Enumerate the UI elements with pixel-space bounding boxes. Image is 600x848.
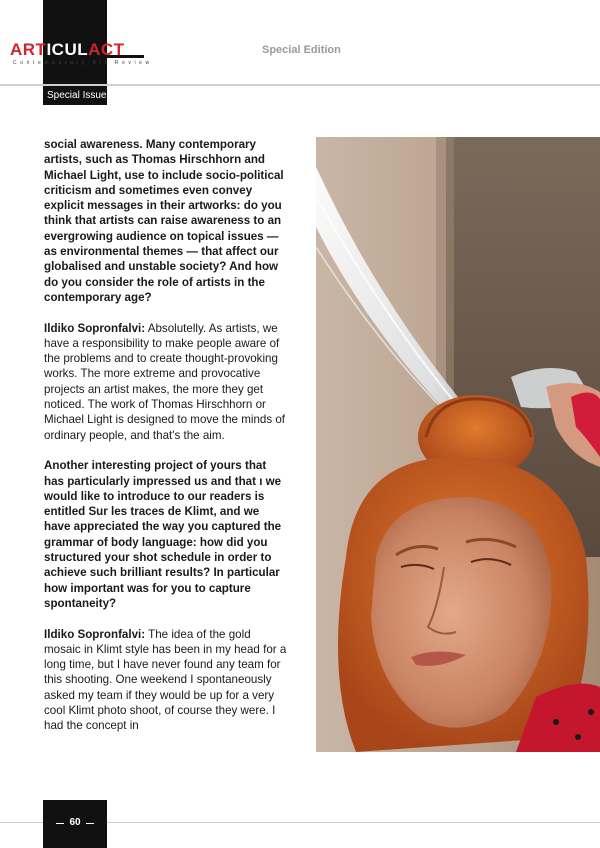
woman-water-photo [316,137,600,752]
header-divider [0,84,600,86]
speaker-name: Ildiko Sopronfalvi: [44,627,146,641]
answer-text: The idea of the gold mosaic in Klimt style has been in my head for a long time, but I have never found any team for this shooting. One weekend I spontaneously asked my team if they would be up for a very cool Klimt photo shoot, of course they were. I had the concept in [44,627,287,733]
logo-wordmark [10,40,156,58]
logo-part-3: ACT [88,40,125,59]
question-paragraph: Another interesting project of yours that has particularly impressed us and that ı we would like to introduce to our readers is entitled Sur les traces de Klimt, and we have appreciated the way you captured the grammar of body language: how did you structured your shot schedule in order to achieve such brilliant results? In particular how important was for you to capture spontaneity? [44,459,282,610]
answer-paragraph [44,321,288,443]
photo-illustration [316,137,600,752]
logo-part-2: ICUL [46,40,89,59]
article-column [44,137,288,749]
speaker-name: Ildiko Sopronfalvi: [44,321,146,335]
answer-text: Absolutelly. As artists, we have a responsibility to make people aware of the problems and to create thought-provoking works. The more extreme and provocative projects an artist makes, the more they get noticed. The work of Thomas Hirschhorn or Michael Light is designed to move the minds of ordinary people, and that's the aim. [44,321,286,442]
answer-paragraph [44,627,288,734]
question-paragraph: social awareness. Many contemporary artists, such as Thomas Hirschhorn and Michael Light, use to include socio-political criticism and sometimes even convey explicit messages in their artworks: do you think that artists can raise awareness to an evergrowing audience on topical issues — as environmental themes — that affect our globalised and unstable society? And how do you consider the role of artists in the contemporary age? [44,138,284,304]
articulaction-logo [10,40,157,66]
page-number-tab [43,800,107,848]
logo-part-4: ION [124,40,157,59]
logo-tagline: Contemporary Art Review [13,60,153,66]
page-number: 60 [69,817,81,828]
logo-part-1: ART [10,40,47,59]
section-label: Special Issue [47,90,107,101]
edition-label: Special Edition [262,44,341,56]
